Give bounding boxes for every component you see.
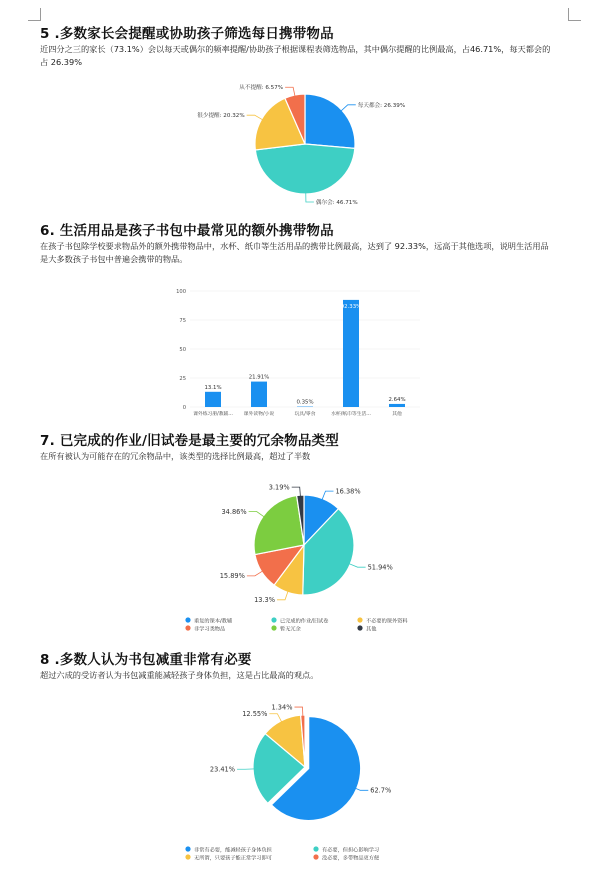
bar-0	[205, 392, 221, 407]
bar-ytick-0: 0	[182, 405, 186, 411]
pie-8-label-2: 12.55%	[242, 710, 268, 719]
pie-7-label-4: 34.86%	[221, 507, 247, 516]
section-6-body: 在孩子书包除学校要求物品外的额外携带物品中，水杯、纸巾等生活用品的携带比例最高，达到了 92.33%，远高于其他选项，说明生活用品是大多数孩子书包中普遍会携带的物品。	[40, 241, 549, 264]
pie-7-legend-label-3: 非学习类物品	[194, 626, 226, 633]
pie-5-slice-1	[255, 144, 354, 194]
bar-value-label-3: 92.33%	[340, 303, 362, 310]
pie-8-legend-label-3: 没必要，多带物品更方便	[322, 855, 380, 862]
pie-7-label-3: 15.89%	[219, 572, 245, 581]
pie-5-label-2: 很少提醒: 20.32%	[197, 113, 245, 120]
pie-8-label-3: 1.34%	[271, 703, 293, 712]
pie-7-label-5: 3.19%	[268, 483, 290, 492]
section-7-body: 在所有被认为可能存在的冗余物品中，该类型的选择比例最高，超过了半数	[40, 451, 311, 461]
pie-8-legend-swatch-3	[313, 854, 318, 859]
pie-7-legend-swatch-2	[357, 617, 362, 622]
pie-8-label-0: 62.7%	[370, 786, 392, 795]
section-5-title: 5 .多数家长会提醒或协助孩子筛选每日携带物品	[40, 26, 334, 42]
pie-7-legend-label-0: 重复的课本/教辅	[194, 618, 233, 625]
pie-7-leader-1	[348, 563, 365, 567]
section-8-body: 超过六成的受访者认为书包减重能减轻孩子身体负担，这是占比最高的观点。	[40, 670, 319, 680]
bar-value-label-1: 21.91%	[248, 374, 270, 381]
pie-5-slice-0	[305, 94, 355, 148]
pie-8-label-1: 23.41%	[209, 765, 236, 774]
pie-7-label-1: 51.94%	[367, 563, 393, 572]
pie-5-label-3: 从不提醒: 6.57%	[239, 85, 284, 92]
section-6-title: 6. 生活用品是孩子书包中最常见的额外携带物品	[40, 223, 334, 239]
bar-category-label-1: 课外读物/小说	[243, 412, 275, 417]
pie-7-label-0: 16.38%	[335, 487, 361, 496]
pie-5-label-1: 偶尔会: 46.71%	[315, 199, 358, 206]
pie-8-legend-label-0: 非常有必要，能减轻孩子身体负担	[194, 847, 272, 854]
pie-8-legend-label-2: 无所谓，只要孩子能正常学习即可	[194, 855, 272, 862]
section-5-body: 近四分之三的家长（73.1%）会以每天或偶尔的频率提醒/协助孩子根据课程表筛选物品，其中偶尔提醒的比例最高，占46.71%，每天都会的占 26.39%	[40, 44, 551, 67]
section-8-title: 8 .多数人认为书包减重非常有必要	[40, 652, 252, 668]
pie-7-legend-label-2: 不必要的课外资料	[366, 618, 408, 625]
bar-value-label-2: 0.35%	[296, 399, 314, 406]
bar-value-label-4: 2.64%	[388, 396, 406, 403]
pie-8-legend-label-1: 有必要，但担心影响学习	[322, 847, 380, 854]
pie-8-legend-swatch-0	[185, 846, 190, 851]
bar-1	[251, 382, 267, 407]
bar-value-label-0: 13.1%	[204, 384, 222, 391]
bar-category-label-2: 玩具/零食	[294, 412, 316, 417]
pie-5-label-0: 每天都会: 26.39%	[357, 102, 406, 109]
bar-category-label-4: 其他	[392, 412, 402, 417]
bar-category-label-0: 课外练习册/教辅...	[193, 412, 233, 417]
bar-4	[389, 404, 405, 407]
bar-category-label-3: 水杯/纸巾等生活...	[331, 412, 371, 417]
pie-8-legend-swatch-1	[313, 846, 318, 851]
pie-7-slice-4	[254, 496, 304, 555]
pie-7-legend-swatch-3	[185, 625, 190, 630]
bar-ytick-2: 50	[179, 347, 186, 353]
pie-7-legend-label-1: 已完成的作业/旧试卷	[280, 618, 329, 625]
pie-7-legend-swatch-4	[271, 625, 276, 630]
bar-ytick-3: 75	[179, 318, 186, 324]
pie-7-legend-swatch-1	[271, 617, 276, 622]
pie-7-label-2: 13.3%	[254, 596, 276, 605]
pie-7-legend-label-5: 其他	[366, 626, 377, 633]
section-7-title: 7. 已完成的作业/旧试卷是最主要的冗余物品类型	[40, 433, 339, 449]
bar-ytick-1: 25	[179, 376, 186, 382]
pie-7-legend-label-4: 暂无冗余	[280, 626, 301, 633]
pie-7-legend-swatch-5	[357, 625, 362, 630]
bar-3	[343, 300, 359, 407]
pie-7-legend-swatch-0	[185, 617, 190, 622]
pie-8-legend-swatch-2	[185, 854, 190, 859]
bar-ytick-4: 100	[176, 289, 186, 295]
